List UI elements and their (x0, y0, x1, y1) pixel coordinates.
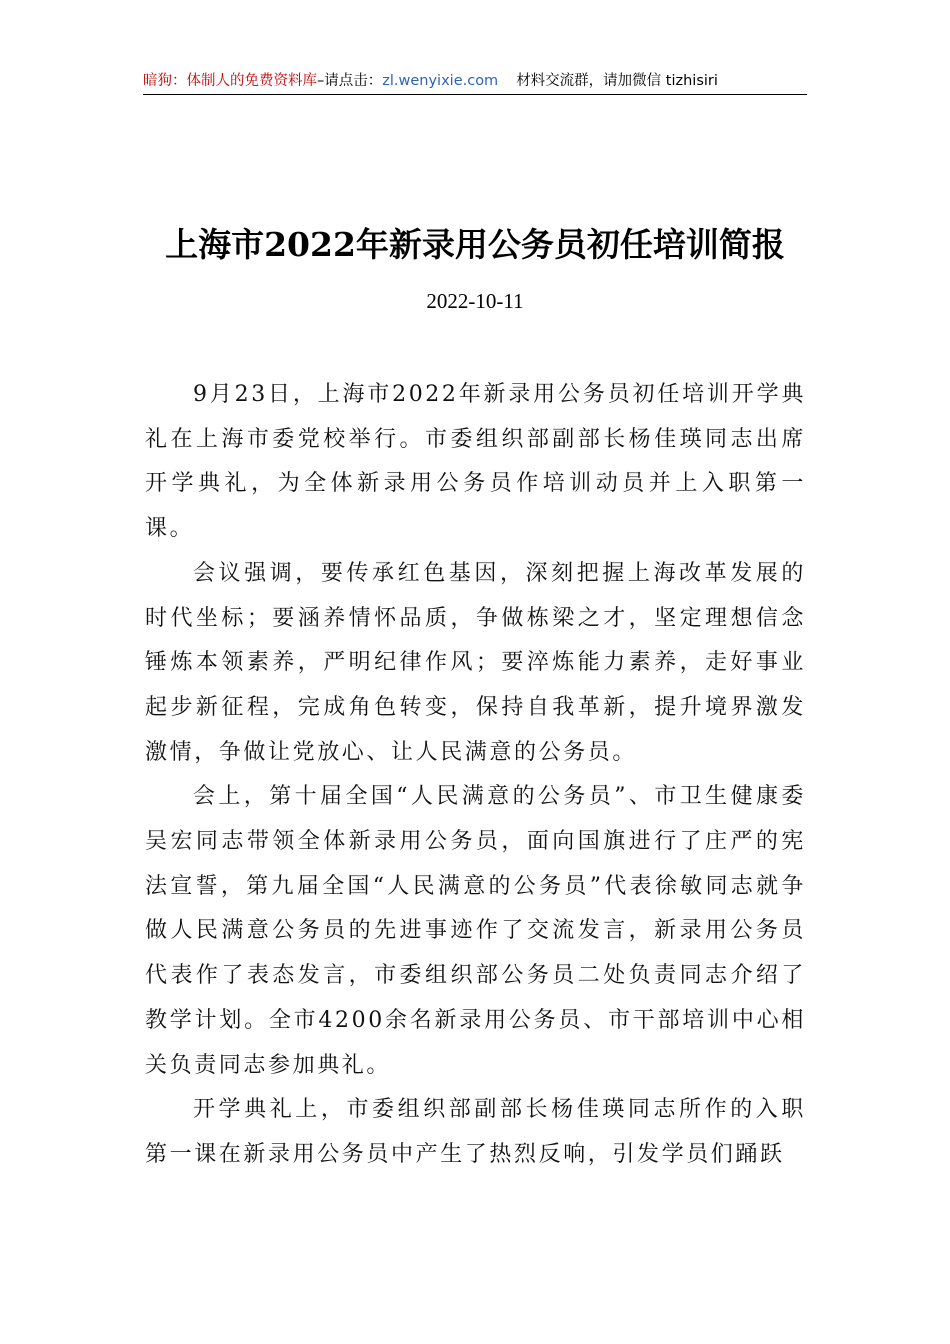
paragraph: 9月23日，上海市2022年新录用公务员初任培训开学典礼在上海市委党校举行。市委组织部副部长杨佳瑛同志出席开学典礼，为全体新录用公务员作培训动员并上入职第一课。 (145, 382, 806, 542)
header-brand: 暗狗：体制人的免费资料库 (143, 73, 317, 89)
page-header (143, 68, 805, 96)
paragraph: 会上，第十届全国“人民满意的公务员”、市卫生健康委吴宏同志带领全体新录用公务员，面向国旗进行了庄严的宪法宣誓，第九届全国“人民满意的公务员”代表徐敏同志就争做人民满意公务员的先进事迹作了交流发言，新录用公务员代表作了表态发言，市委组织部公务员二处负责同志介绍了教学计划。全市4200余名新录用公务员、市干部培训中心相关负责同志参加典礼。 (145, 784, 806, 1078)
document-title: 上海市2022年新录用公务员初任培训简报 (165, 225, 785, 264)
header-prompt: –请点击： (317, 73, 383, 89)
paragraph: 开学典礼上，市委组织部副部长杨佳瑛同志所作的入职第一课在新录用公务员中产生了热烈反响，引发学员们踊跃 (145, 1097, 806, 1167)
document-date: 2022-10-11 (426, 289, 524, 313)
paragraph: 会议强调，要传承红色基因，深刻把握上海改革发展的时代坐标；要涵养情怀品质，争做栋梁之才，坚定理想信念锤炼本领素养，严明纪律作风；要淬炼能力素养，走好事业起步新征程，完成角色转变，保持自我革新，提升境界激发激情，争做让党放心、让人民满意的公务员。 (145, 560, 806, 765)
document-body (145, 373, 806, 1178)
header-link[interactable]: zl.wenyixie.com (382, 73, 499, 89)
header-group-note: 材料交流群，请加微信 tizhisiri (516, 73, 718, 89)
header-divider (143, 94, 807, 95)
